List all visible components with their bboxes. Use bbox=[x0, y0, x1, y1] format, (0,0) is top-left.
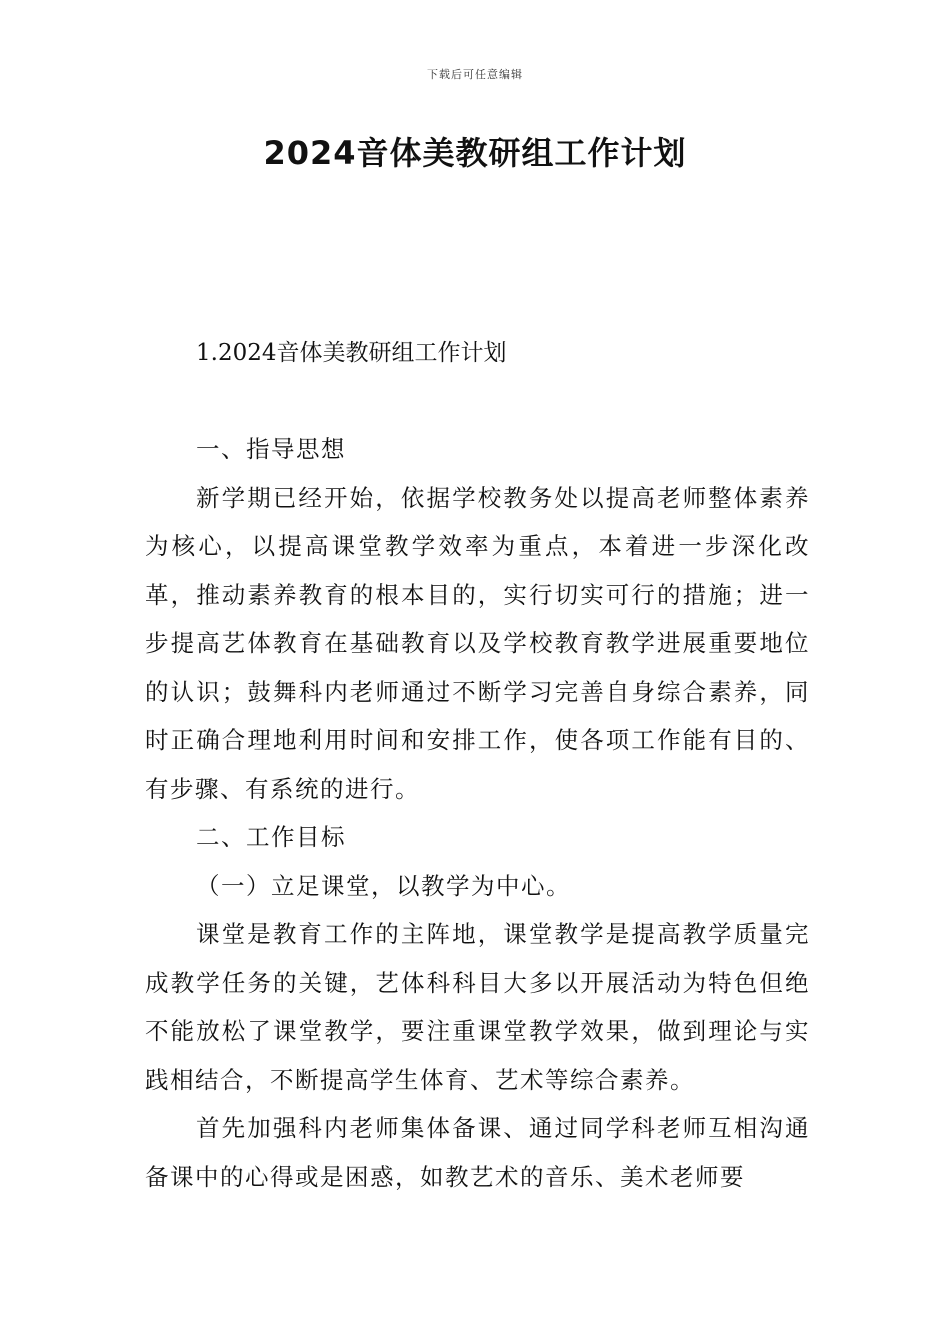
heading-work-goals: 二、工作目标 bbox=[196, 823, 346, 851]
document-title: 2024音体美教研组工作计划 bbox=[263, 134, 687, 172]
section-heading: 1.2024音体美教研组工作计划 bbox=[196, 340, 507, 366]
document-body bbox=[145, 425, 810, 1201]
subheading-classroom: （一）立足课堂，以教学为中心。 bbox=[196, 871, 571, 900]
paragraph-classroom: 课堂是教育工作的主阵地，课堂教学是提高教学质量完成教学任务的关键，艺体科科目大多以开展活动为特色但绝不能放松了课堂教学，要注重课堂教学效果，做到理论与实践相结合，不断提高学生体育、艺术等综合素养。 bbox=[145, 920, 810, 1094]
heading-guiding-ideology: 一、指导思想 bbox=[196, 435, 346, 463]
paragraph-guiding-ideology: 新学期已经开始，依据学校教务处以提高老师整体素养为核心，以提高课堂教学效率为重点，本着进一步深化改革，推动素养教育的根本目的，实行切实可行的措施；进一步提高艺体教育在基础教育以及学校教育教学进展重要地位的认识；鼓舞科内老师通过不断学习完善自身综合素养，同时正确合理地利用时间和安排工作，使各项工作能有目的、有步骤、有系统的进行。 bbox=[145, 483, 810, 803]
header-note: 下载后可任意编辑 bbox=[427, 68, 523, 81]
paragraph-lesson-prep: 首先加强科内老师集体备课、通过同学科老师互相沟通备课中的心得或是困惑，如教艺术的音乐、美术老师要 bbox=[145, 1114, 810, 1191]
